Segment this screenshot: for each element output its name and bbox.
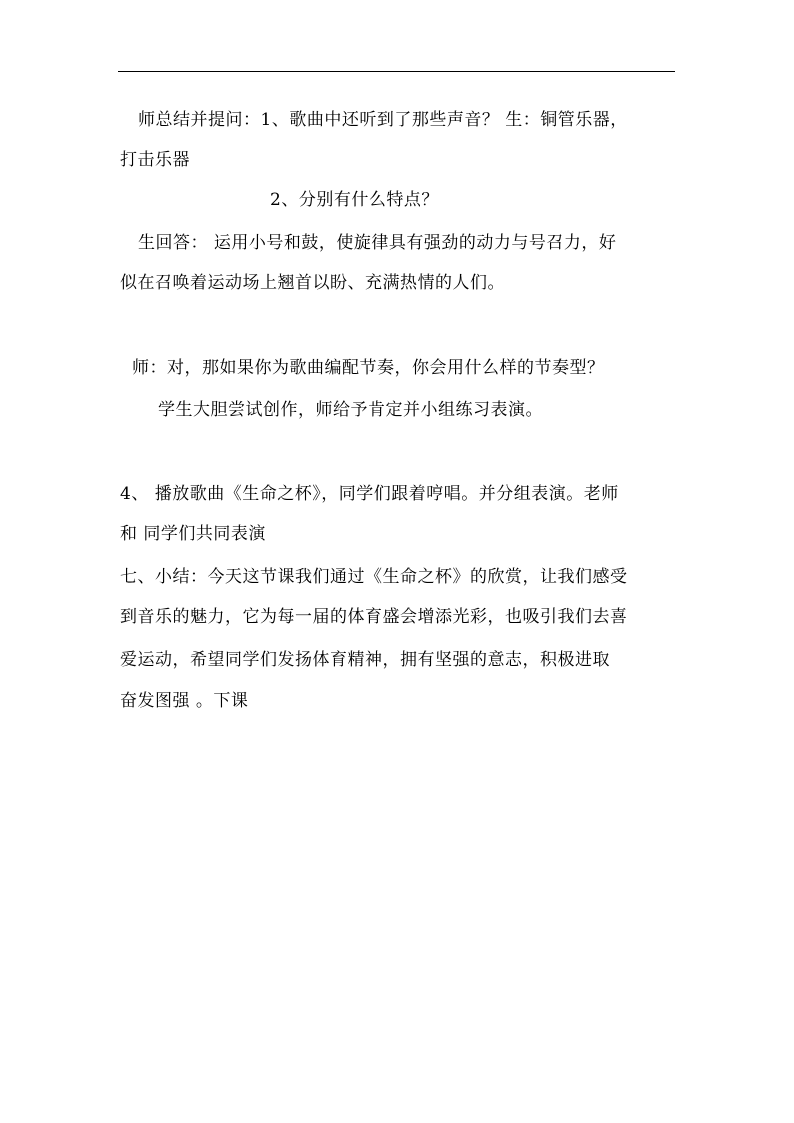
text-line-9: 和 同学们共同表演 [120, 524, 266, 544]
text-line-2: 打击乐器 [120, 150, 190, 170]
text-line-5: 似在召唤着运动场上翘首以盼、充满热情的人们。 [120, 273, 505, 293]
text-line-8: 4、 播放歌曲《生命之杯》，同学们跟着哼唱。并分组表演。老师 [120, 484, 619, 504]
text-line-13: 奋发图强 。下课 [120, 691, 249, 711]
header-rule [118, 71, 675, 72]
text-line-11: 到音乐的魅力，它为每一届的体育盛会增添光彩，也吸引我们去喜 [120, 607, 628, 627]
text-line-4: 生回答： 运用小号和鼓，使旋律具有强劲的动力与号召力，好 [138, 233, 617, 253]
text-line-6: 师：对，那如果你为歌曲编配节奏，你会用什么样的节奏型？ [132, 358, 605, 378]
text-line-12: 爱运动，希望同学们发扬体育精神，拥有坚强的意志，积极进取 [120, 650, 610, 670]
text-line-7: 学生大胆尝试创作，师给予肯定并小组练习表演。 [158, 400, 543, 420]
text-line-1: 师总结并提问：1、歌曲中还听到了那些声音？ 生：铜管乐器， [138, 110, 628, 130]
text-line-10: 七、小结：今天这节课我们通过《生命之杯》的欣赏，让我们感受 [120, 567, 628, 587]
text-line-3: 2、分别有什么特点？ [270, 190, 439, 210]
